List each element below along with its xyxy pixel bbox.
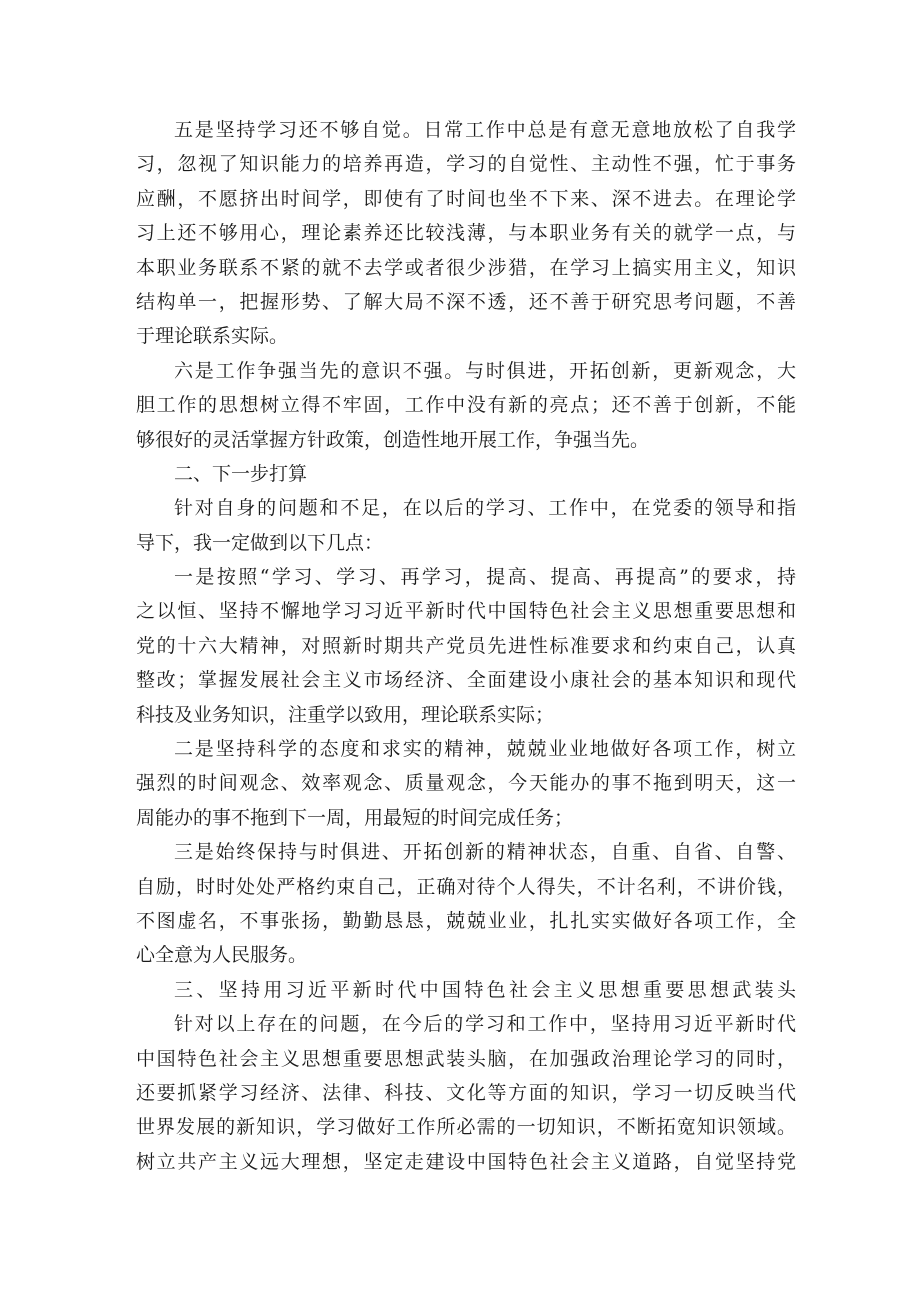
text-line: 科技及业务知识，注重学以致用，理论联系实际； — [136, 703, 555, 726]
text-line: 本职业务联系不紧的就不去学或者很少涉猎，在学习上搞实用主义，知识 — [136, 256, 796, 279]
text-line: 三、坚持用习近平新时代中国特色社会主义思想重要思想武装头 — [174, 978, 796, 1001]
text-line: 于理论联系实际。 — [136, 325, 289, 348]
document-page — [136, 113, 796, 1179]
text-line: 结构单一，把握形势、了解大局不深不透，还不善于研究思考问题，不善 — [136, 290, 796, 313]
text-line: 还要抓紧学习经济、法律、科技、文化等方面的知识，学习一切反映当代 — [136, 1081, 796, 1104]
text-line: 二是坚持科学的态度和求实的精神，兢兢业业地做好各项工作，树立 — [174, 738, 796, 761]
text-line: 习上还不够用心，理论素养还比较浅薄，与本职业务有关的就学一点，与 — [136, 222, 796, 245]
text-line: 习，忽视了知识能力的培养再造，学习的自觉性、主动性不强，忙于事务 — [136, 153, 796, 176]
text-line: 中国特色社会主义思想重要思想武装头脑，在加强政治理论学习的同时， — [136, 1047, 796, 1070]
text-line: 之以恒、坚持不懈地学习习近平新时代中国特色社会主义思想重要思想和 — [136, 600, 796, 623]
text-line: 三是始终保持与时俱进、开拓创新的精神状态，自重、自省、自警、 — [174, 841, 796, 864]
text-line: 二、下一步打算 — [174, 462, 308, 485]
text-line: 应酬，不愿挤出时间学，即使有了时间也坐不下来、深不进去。在理论学 — [136, 187, 796, 210]
text-line: 胆工作的思想树立得不牢固，工作中没有新的亮点；还不善于创新，不能 — [136, 394, 796, 417]
text-line: 不图虚名，不事张扬，勤勤恳恳，兢兢业业，扎扎实实做好各项工作，全 — [136, 909, 796, 932]
text-line: 针对自身的问题和不足，在以后的学习、工作中，在党委的领导和指 — [174, 497, 796, 520]
text-line: 够很好的灵活掌握方针政策，创造性地开展工作，争强当先。 — [136, 428, 650, 451]
text-line: 整改；掌握发展社会主义市场经济、全面建设小康社会的基本知识和现代 — [136, 669, 796, 692]
text-line: 自励，时时处处严格约束自己，正确对待个人得失，不计名利，不讲价钱， — [136, 875, 796, 898]
text-line: 心全意为人民服务。 — [136, 944, 308, 967]
text-line: 针对以上存在的问题，在今后的学习和工作中，坚持用习近平新时代 — [174, 1013, 796, 1036]
text-line: 党的十六大精神，对照新时期共产党员先进性标准要求和约束自己，认真 — [136, 634, 796, 657]
text-line: 树立共产主义远大理想，坚定走建设中国特色社会主义道路，自觉坚持党 — [136, 1150, 796, 1173]
text-line: 六是工作争强当先的意识不强。与时俱进，开拓创新，更新观念，大 — [174, 359, 796, 382]
text-line: 一是按照“学习、学习、再学习，提高、提高、再提高”的要求，持 — [174, 566, 796, 589]
text-line: 周能办的事不拖到下一周，用最短的时间完成任务； — [136, 806, 574, 829]
text-line: 世界发展的新知识，学习做好工作所必需的一切知识，不断拓宽知识领域。 — [136, 1116, 796, 1139]
text-line: 导下，我一定做到以下几点： — [136, 531, 384, 554]
text-line: 五是坚持学习还不够自觉。日常工作中总是有意无意地放松了自我学 — [174, 119, 796, 141]
text-line: 强烈的时间观念、效率观念、质量观念，今天能办的事不拖到明天，这一 — [136, 772, 796, 795]
